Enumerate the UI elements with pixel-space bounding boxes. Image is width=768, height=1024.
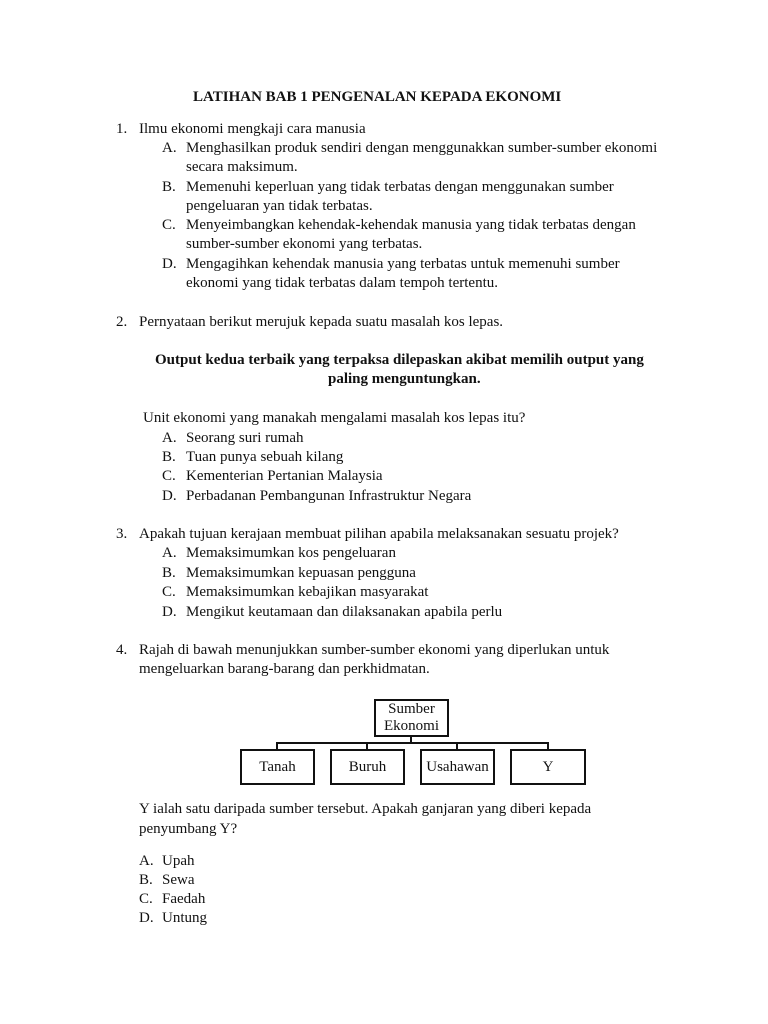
diagram-box-y [510,749,586,785]
q3-option-a-text: Memaksimumkan kos pengeluaran [186,545,396,561]
q1-option-a-line1: Menghasilkan produk sendiri dengan menggunakkan sumber-sumber ekonomi [186,140,658,156]
q1-option-b-line1: Memenuhi keperluan yang tidak terbatas dengan menggunakan sumber [186,179,614,195]
q3-option-b-text: Memaksimumkan kepuasan pengguna [186,565,416,581]
q3-number: 3. [116,526,128,542]
q4-option-c-text: Faedah [162,891,206,907]
q4-stem-line1: Rajah di bawah menunjukkan sumber-sumber ekonomi yang diperlukan untuk [139,642,610,658]
q1-option-a-letter: A. [162,140,177,156]
q4-number: 4. [116,642,128,658]
q1-stem: Ilmu ekonomi mengkaji cara manusia [139,121,366,137]
q3-option-b-letter: B. [162,565,176,581]
q4-option-c-letter: C. [139,891,153,907]
diagram-box-buruh [330,749,405,785]
diagram-label-buruh: Buruh [348,758,387,775]
q2-option-a-text: Seorang suri rumah [186,430,304,446]
page-title: LATIHAN BAB 1 PENGENALAN KEPADA EKONOMI [193,89,562,105]
q2-option-b-letter: B. [162,449,176,465]
diagram-box-usahawan [420,749,495,785]
diagram-root-box [374,699,449,737]
q2-option-d-letter: D. [162,488,177,504]
q2-question: Unit ekonomi yang manakah mengalami masalah kos lepas itu? [143,410,526,426]
q3-option-c-text: Memaksimumkan kebajikan masyarakat [186,584,429,600]
q4-option-d-text: Untung [162,910,207,926]
diagram-label-usahawan: Usahawan [426,758,489,775]
q2-number: 2. [116,314,128,330]
q3-option-d-letter: D. [162,604,177,620]
q3-stem: Apakah tujuan kerajaan membuat pilihan apabila melaksanakan sesuatu projek? [139,526,619,542]
q4-stem-line2: mengeluarkan barang-barang dan perkhidmatan. [139,661,430,677]
diagram-box-tanah [240,749,315,785]
q4-question-line1: Y ialah satu daripada sumber tersebut. Apakah ganjaran yang diberi kepada [139,801,592,817]
q2-stem: Pernyataan berikut merujuk kepada suatu masalah kos lepas. [139,314,504,330]
q1-option-b-letter: B. [162,179,176,195]
q1-option-d-line2: ekonomi yang tidak terbatas dalam tempoh tertentu. [186,275,498,291]
q4-option-d-letter: D. [139,910,154,926]
q4-option-b-text: Sewa [162,872,195,888]
q1-number: 1. [116,121,128,137]
q3-option-a-letter: A. [162,545,177,561]
q2-option-c-text: Kementerian Pertanian Malaysia [186,468,383,484]
diagram-root-line1: Sumber [388,701,435,717]
q1-option-d-line1: Mengagihkan kehendak manusia yang terbatas untuk memenuhi sumber [186,256,620,272]
q4-question-line2: penyumbang Y? [139,821,238,837]
q4-option-a-text: Upah [162,853,195,869]
diagram-horizontal-connector [276,742,549,744]
q2-option-b-text: Tuan punya sebuah kilang [186,449,344,465]
diagram-root-line2: Ekonomi [384,718,439,734]
q3-option-d-text: Mengikut keutamaan dan dilaksanakan apabila perlu [186,604,503,620]
q4-option-b-letter: B. [139,872,153,888]
diagram-label-tanah: Tanah [259,758,296,775]
q2-option-a-letter: A. [162,430,177,446]
q1-option-c-line2: sumber-sumber ekonomi yang terbatas. [186,236,423,252]
q2-option-d-text: Perbadanan Pembangunan Infrastruktur Negara [186,488,472,504]
q1-option-a-line2: secara maksimum. [186,159,298,175]
q2-statement-line1: Output kedua terbaik yang terpaksa dilepaskan akibat memilih output yang [155,352,644,368]
q3-option-c-letter: C. [162,584,176,600]
q2-option-c-letter: C. [162,468,176,484]
q1-option-d-letter: D. [162,256,177,272]
q4-option-a-letter: A. [139,853,154,869]
diagram-label-y: Y [542,758,554,775]
q1-option-c-line1: Menyeimbangkan kehendak-kehendak manusia yang tidak terbatas dengan [186,217,636,233]
q2-statement-line2: paling menguntungkan. [328,371,481,387]
q1-option-c-letter: C. [162,217,176,233]
q1-option-b-line2: pengeluaran yan tidak terbatas. [186,198,373,214]
